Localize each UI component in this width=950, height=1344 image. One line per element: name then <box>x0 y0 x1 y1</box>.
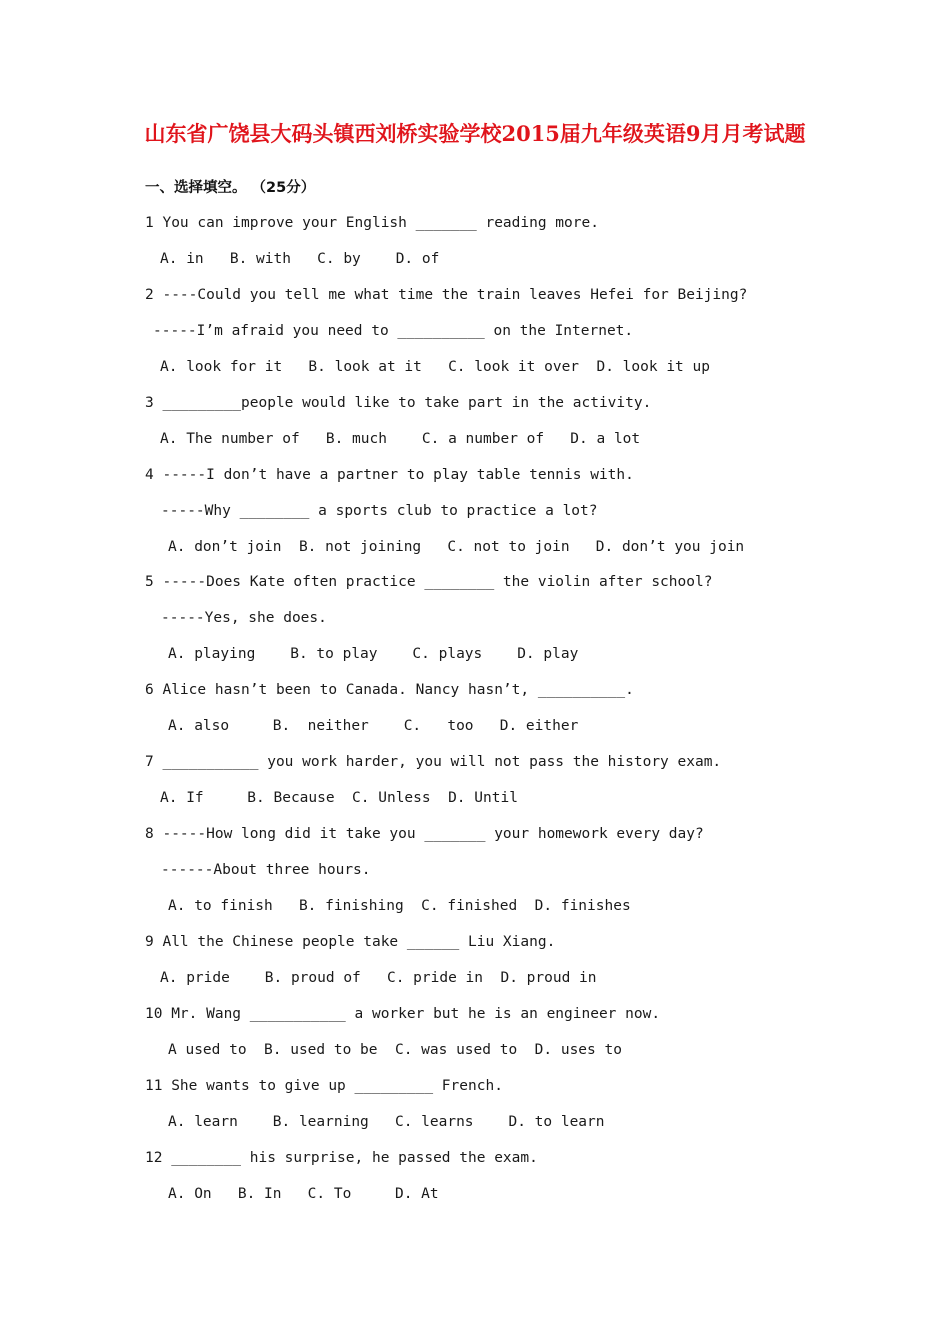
question-5-options: A. playing B. to play C. plays D. play <box>168 646 579 662</box>
question-1: 1 You can improve your English _______ reading more. <box>145 215 599 231</box>
question-10-options: A used to B. used to be C. was used to D. uses to <box>168 1042 622 1058</box>
question-9-options: A. pride B. proud of C. pride in D. proud in <box>160 970 597 986</box>
question-6-options: A. also B. neither C. too D. either <box>168 718 579 734</box>
question-4: 4 -----I don’t have a partner to play table tennis with. <box>145 467 634 483</box>
question-5-dialog: -----Yes, she does. <box>161 610 327 626</box>
question-11-options: A. learn B. learning C. learns D. to learn <box>168 1114 605 1130</box>
question-10: 10 Mr. Wang ___________ a worker but he is an engineer now. <box>145 1006 661 1022</box>
question-9: 9 All the Chinese people take ______ Liu Xiang. <box>145 934 556 950</box>
question-8-dialog: ------About three hours. <box>161 862 371 878</box>
section-heading: 一、选择填空。 （25分） <box>145 180 316 196</box>
question-7: 7 ___________ you work harder, you will not pass the history exam. <box>145 754 722 770</box>
question-8-options: A. to finish B. finishing C. finished D. finishes <box>168 898 631 914</box>
question-3-options: A. The number of B. much C. a number of D. a lot <box>160 431 641 447</box>
question-11: 11 She wants to give up _________ French. <box>145 1078 503 1094</box>
question-12: 12 ________ his surprise, he passed the exam. <box>145 1150 538 1166</box>
question-8: 8 -----How long did it take you _______ your homework every day? <box>145 826 704 842</box>
question-2-options: A. look for it B. look at it C. look it over D. look it up <box>160 359 710 375</box>
question-5: 5 -----Does Kate often practice ________ the violin after school? <box>145 574 713 590</box>
question-2: 2 ----Could you tell me what time the train leaves Hefei for Beijing? <box>145 287 748 303</box>
document-title: 山东省广饶县大码头镇西刘桥实验学校2015届九年级英语9月月考试题 <box>144 121 806 146</box>
question-12-options: A. On B. In C. To D. At <box>168 1186 439 1202</box>
question-6: 6 Alice hasn’t been to Canada. Nancy hasn’t, __________. <box>145 682 634 698</box>
question-4-dialog: -----Why ________ a sports club to practice a lot? <box>161 503 598 519</box>
question-1-options: A. in B. with C. by D. of <box>160 251 440 267</box>
question-3: 3 _________people would like to take part in the activity. <box>145 395 652 411</box>
question-2-dialog: -----I’m afraid you need to __________ on the Internet. <box>153 323 634 339</box>
question-4-options: A. don’t join B. not joining C. not to join D. don’t you join <box>168 539 745 555</box>
question-7-options: A. If B. Because C. Unless D. Until <box>160 790 518 806</box>
